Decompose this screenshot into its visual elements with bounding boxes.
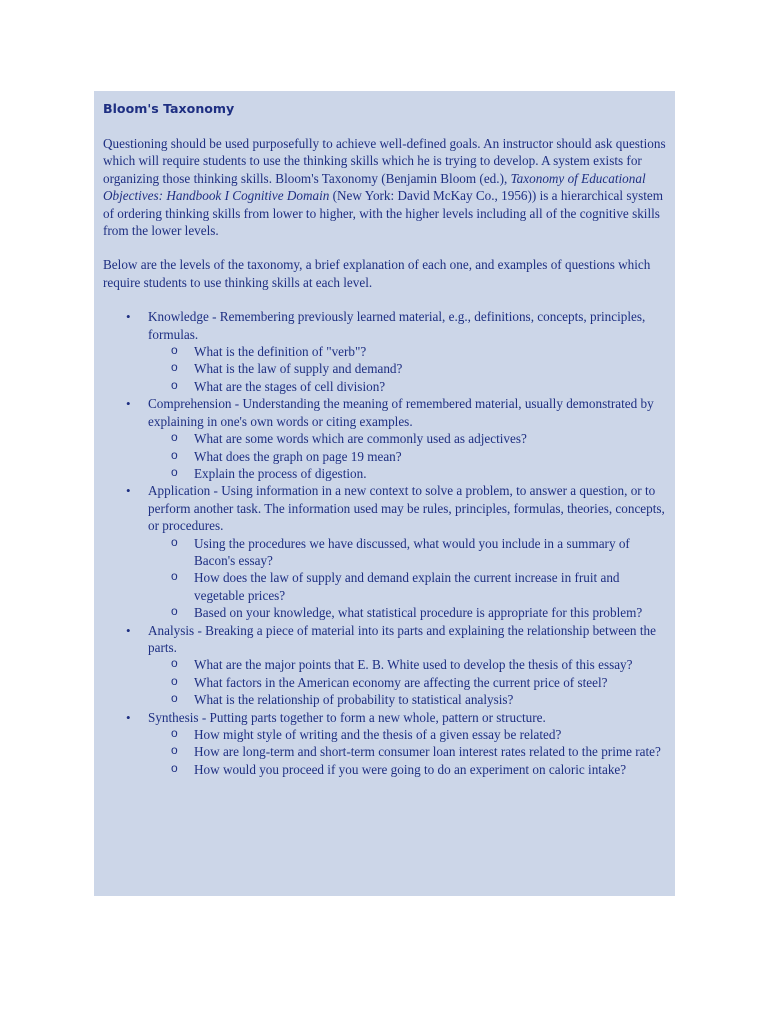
circle-bullet-icon: o xyxy=(171,656,178,671)
question-text: How does the law of supply and demand explain the current increase in fruit and vegetable prices? xyxy=(194,570,620,603)
circle-bullet-icon: o xyxy=(171,726,178,740)
question-text: How would you proceed if you were going to do an experiment on caloric intake? xyxy=(194,761,627,777)
question-item xyxy=(148,691,667,708)
circle-bullet-icon: o xyxy=(171,743,178,758)
question-item xyxy=(148,743,667,760)
bullet-icon: • xyxy=(126,622,131,638)
bullet-icon: • xyxy=(126,396,131,412)
question-item xyxy=(148,604,667,621)
circle-bullet-icon: o xyxy=(171,430,178,445)
level-description: Comprehension - Understanding the meaning of remembered material, usually demonstrated by explaining in one's own words or citing examples. xyxy=(148,396,654,429)
circle-bullet-icon: o xyxy=(171,447,178,462)
level-description: Synthesis - Putting parts together to form a new whole, pattern or structure. xyxy=(148,709,546,725)
question-text: What does the graph on page 19 mean? xyxy=(194,448,402,464)
level-description: Knowledge - Remembering previously learned material, e.g., definitions, concepts, principles, formulas. xyxy=(148,309,646,342)
question-text: What are the stages of cell division? xyxy=(194,378,386,394)
question-text: What is the relationship of probability to statistical analysis? xyxy=(194,692,514,708)
question-list xyxy=(148,726,667,778)
question-item xyxy=(148,569,667,604)
level-item-synthesis xyxy=(103,709,667,779)
circle-bullet-icon: o xyxy=(171,360,178,375)
question-item xyxy=(148,674,667,691)
circle-bullet-icon: o xyxy=(171,691,178,706)
question-item xyxy=(148,430,667,447)
question-item xyxy=(148,378,667,395)
level-description: Application - Using information in a new context to solve a problem, to answer a question, or to perform another task. The information used may be rules, principles, formulas, theories, concepts, or procedures. xyxy=(148,483,665,534)
level-description: Analysis - Breaking a piece of material into its parts and explaining the relationship between the parts. xyxy=(148,622,656,655)
content-panel xyxy=(94,91,675,896)
question-item xyxy=(148,465,667,482)
question-list xyxy=(148,535,667,622)
circle-bullet-icon: o xyxy=(171,673,178,688)
question-item xyxy=(148,726,667,743)
question-item xyxy=(148,761,667,778)
book-title: Taxonomy of Educational Objectives: Handbook I Cognitive Domain xyxy=(103,170,646,204)
question-text: What factors in the American economy are affecting the current price of steel? xyxy=(194,674,608,690)
question-text: How are long-term and short-term consumer loan interest rates related to the prime rate? xyxy=(194,744,661,760)
question-item xyxy=(148,535,667,570)
level-item-analysis xyxy=(103,622,667,709)
question-item xyxy=(148,448,667,465)
circle-bullet-icon: o xyxy=(171,464,178,479)
question-list xyxy=(148,430,667,482)
question-text: Using the procedures we have discussed, what would you include in a summary of Bacon's essay? xyxy=(194,535,630,568)
bullet-icon: • xyxy=(126,483,131,499)
intro-paragraph xyxy=(103,135,667,239)
question-text: What is the definition of "verb"? xyxy=(194,344,367,360)
taxonomy-levels-list xyxy=(103,308,667,778)
question-text: Explain the process of digestion. xyxy=(194,465,367,481)
question-item xyxy=(148,343,667,360)
question-text: Based on your knowledge, what statistical procedure is appropriate for this problem? xyxy=(194,605,643,621)
intro-text: Questioning should be used purposefully to achieve well-defined goals. An instructor should ask questions which will require students to use the thinking skills which he is trying to develop. A system exists for organizing those thinking skills. Bloom's Taxonomy (Benjamin Bloom (ed.), xyxy=(103,136,666,186)
level-item-knowledge xyxy=(103,308,667,395)
circle-bullet-icon: o xyxy=(171,569,178,584)
page-title: Bloom's Taxonomy xyxy=(103,101,235,116)
question-list xyxy=(148,343,667,395)
levels-intro-paragraph: Below are the levels of the taxonomy, a brief explanation of each one, and examples of questions which require students to use thinking skills at each level. xyxy=(103,257,651,290)
bullet-icon: • xyxy=(126,309,131,325)
circle-bullet-icon: o xyxy=(171,760,178,775)
circle-bullet-icon: o xyxy=(171,534,178,549)
question-text: What is the law of supply and demand? xyxy=(194,361,403,377)
question-text: What are some words which are commonly used as adjectives? xyxy=(194,431,527,447)
question-text: What are the major points that E. B. White used to develop the thesis of this essay? xyxy=(194,657,633,673)
intro-text-end: (New York: David McKay Co., 1956)) is a hierarchical system of ordering thinking skills from lower to higher, with the higher levels including all of the cognitive skills from the lower levels. xyxy=(103,188,663,239)
question-item xyxy=(148,360,667,377)
level-item-application xyxy=(103,482,667,621)
question-list xyxy=(148,656,667,708)
bullet-icon: • xyxy=(126,709,131,725)
circle-bullet-icon: o xyxy=(171,377,178,392)
circle-bullet-icon: o xyxy=(171,343,178,358)
level-item-comprehension xyxy=(103,395,667,482)
question-item xyxy=(148,656,667,673)
question-text: How might style of writing and the thesis of a given essay be related? xyxy=(194,727,562,742)
circle-bullet-icon: o xyxy=(171,604,178,619)
